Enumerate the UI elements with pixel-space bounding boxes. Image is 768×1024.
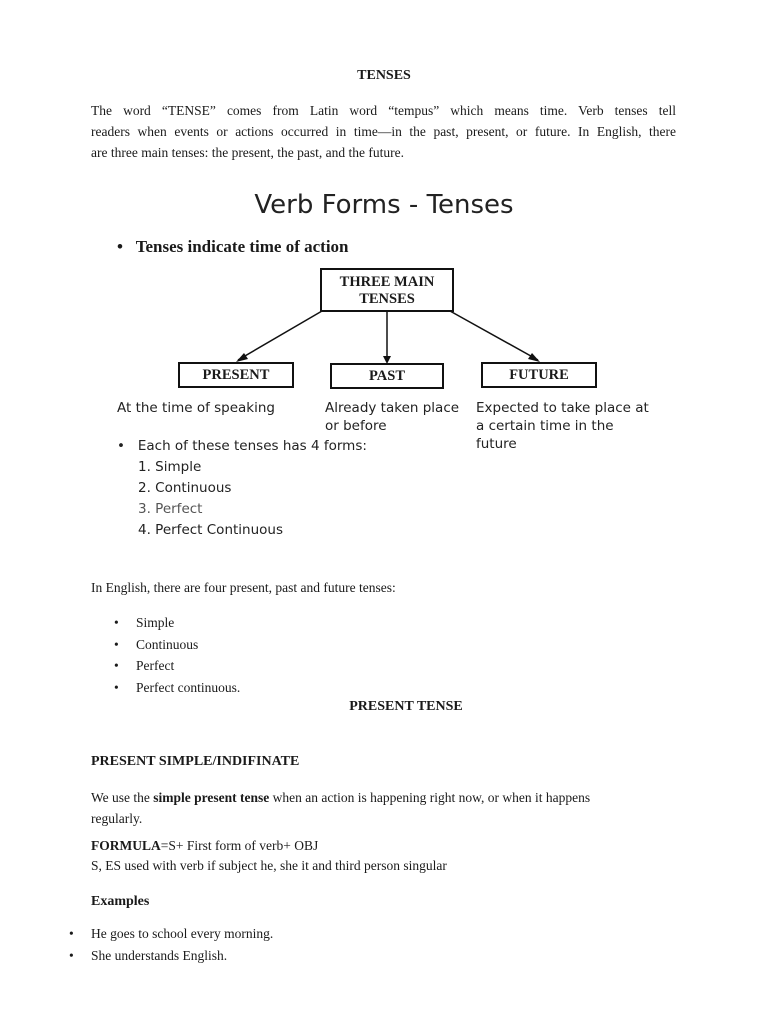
- formula-text: =S+ First form of verb+ OBJ: [160, 838, 319, 853]
- four-tenses-intro: In English, there are four present, past and future tenses:: [91, 580, 396, 595]
- branch-box-past: PAST: [330, 363, 444, 389]
- usage-prefix: We use the: [91, 790, 154, 805]
- form-item: 1. Simple: [138, 459, 202, 475]
- branch-box-present: PRESENT: [178, 362, 294, 388]
- formula-line: [91, 838, 318, 854]
- form-item: 4. Perfect Continuous: [138, 522, 283, 538]
- connector-to-present: [238, 311, 322, 360]
- document-title: TENSES: [357, 68, 411, 83]
- four-tenses-list: [136, 612, 240, 698]
- formula-label: FORMULA: [91, 838, 161, 853]
- forms-list: [117, 457, 367, 541]
- slide-bullet-text: Tenses indicate time of action: [135, 237, 349, 256]
- examples-list: [91, 923, 273, 966]
- present-tense-heading: PRESENT TENSE: [349, 699, 463, 714]
- forms-header-text: Each of these tenses has 4 forms:: [137, 438, 367, 454]
- slide-title: Verb Forms - Tenses: [254, 190, 514, 220]
- list-item: • Perfect: [136, 655, 240, 677]
- connector-to-future: [450, 311, 538, 360]
- form-item: 3. Perfect: [138, 501, 203, 517]
- form-item: 2. Continuous: [138, 480, 232, 496]
- example-item: • He goes to school every morning.: [91, 923, 273, 945]
- forms-header: [117, 438, 367, 454]
- list-item: • Perfect continuous.: [136, 677, 240, 699]
- intro-line-2: readers when events or actions occurred in time—in the past, present, or future. In English, there: [91, 124, 676, 139]
- bullet-dot: •: [117, 438, 138, 454]
- past-description: Already taken place or before: [325, 400, 460, 434]
- list-item: • Continuous: [136, 634, 240, 656]
- list-item: • Simple: [136, 612, 240, 634]
- arrowhead-future: [528, 353, 540, 362]
- usage-suffix: when an action is happening right now, or when it happens: [269, 790, 591, 805]
- present-simple-subheading: PRESENT SIMPLE/INDIFINATE: [91, 754, 300, 769]
- example-item: • She understands English.: [91, 945, 273, 967]
- present-description: At the time of speaking: [117, 400, 275, 416]
- simple-present-usage: [91, 787, 651, 829]
- bullet-dot: •: [117, 237, 136, 256]
- root-box-three-main-tenses: THREE MAIN TENSES: [320, 268, 454, 312]
- usage-line-2: regularly.: [91, 811, 143, 826]
- forms-list-block: [117, 438, 367, 541]
- branch-box-future: FUTURE: [481, 362, 597, 388]
- usage-bold-term: simple present tense: [153, 790, 270, 805]
- future-description: Expected to take place at a certain time in the future: [476, 400, 649, 452]
- examples-label: Examples: [91, 894, 150, 909]
- es-rule: S, ES used with verb if subject he, she it and third person singular: [91, 858, 447, 873]
- intro-line-3: are three main tenses: the present, the past, and the future.: [91, 145, 405, 160]
- intro-line-1: The word “TENSE” comes from Latin word “tempus” which means time. Verb tenses tell: [91, 103, 676, 118]
